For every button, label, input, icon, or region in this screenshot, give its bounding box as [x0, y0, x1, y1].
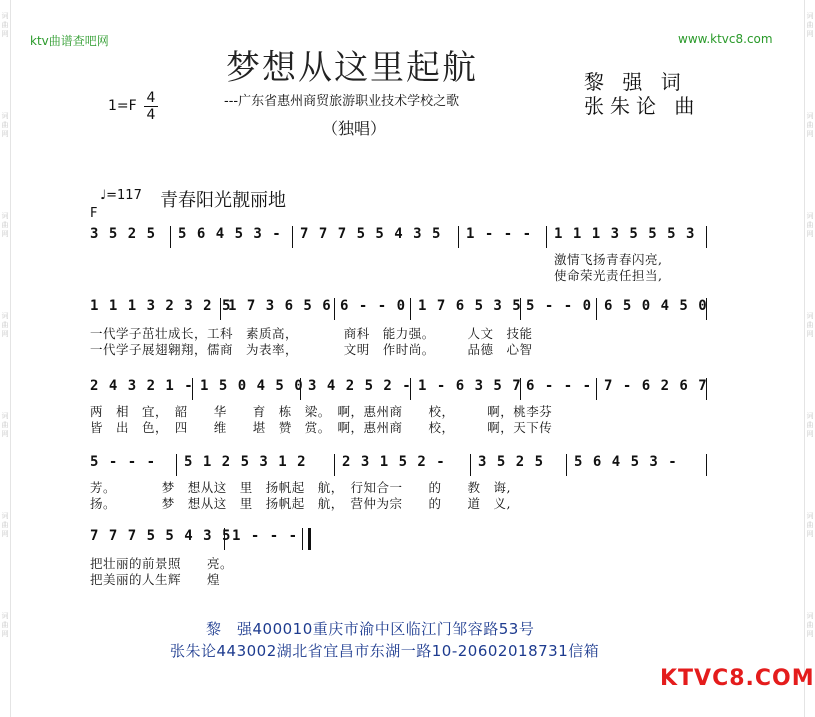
site-logo: KTVC8.COM	[660, 666, 815, 691]
side-watermark: 词曲网	[1, 12, 9, 38]
measure: 3 5 2 5	[90, 226, 157, 242]
lyric-verse-2: 使命荣光责任担当,	[554, 268, 663, 283]
staff-line-5	[0, 528, 815, 550]
bar-line	[224, 528, 225, 550]
side-watermark: 词曲网	[806, 12, 814, 38]
lyric-verse-2: 一代学子展翅翱翔，儒商 为表率， 文明 作时尚。 品德 心智	[90, 342, 533, 357]
contact-address-lyricist: 黎 强400010重庆市渝中区临江门邹容路53号	[206, 620, 535, 638]
composer-credit: 张朱论 曲	[584, 94, 701, 118]
bar-line	[334, 298, 335, 320]
side-watermark: 词曲网	[806, 212, 814, 238]
bar-line	[302, 528, 303, 550]
bar-line	[458, 226, 459, 248]
song-title: 梦想从这里起航	[226, 48, 478, 88]
final-bar-line	[308, 528, 311, 550]
song-subtitle: ---广东省惠州商贸旅游职业技术学校之歌	[224, 94, 460, 109]
lyric-verse-1: 把壮丽的前景照 亮。	[90, 556, 234, 571]
lyric-verse-2: 皆 出 色， 四 维 堪 赞 赏。 啊，惠州商 校， 啊，天下传	[90, 420, 553, 435]
measure: 1 - - -	[232, 528, 299, 544]
meter-top: 4	[146, 90, 156, 106]
side-watermark: 词曲网	[1, 612, 9, 638]
meter-bottom: 4	[144, 106, 158, 123]
bar-line	[220, 298, 221, 320]
lyric-verse-2: 把美丽的人生辉 煌	[90, 572, 221, 587]
expression-mark: 青春阳光靓丽地	[160, 190, 286, 211]
bar-line	[566, 454, 567, 476]
side-watermark: 词曲网	[806, 312, 814, 338]
bar-line	[334, 454, 335, 476]
performance-note: （独唱）	[322, 119, 387, 138]
lyric-verse-1: 激情飞扬青春闪亮,	[554, 252, 663, 267]
bar-line	[706, 226, 707, 248]
lyric-verse-1: 两 相 宜， 韶 华 育 栋 梁。 啊，惠州商 校， 啊，桃李芬	[90, 404, 553, 419]
tempo-note-letter: F	[90, 206, 98, 221]
bar-line	[520, 378, 521, 400]
measure: 1 - - -	[466, 226, 533, 242]
left-border-strip	[0, 0, 11, 717]
measure: 1 1 1 3 2 3 2 5	[90, 298, 232, 314]
side-watermark: 词曲网	[1, 312, 9, 338]
bar-line	[410, 298, 411, 320]
bar-line	[176, 454, 177, 476]
measure: 2 4 3 2 1 -	[90, 378, 194, 394]
side-watermark: 词曲网	[1, 112, 9, 138]
measure: 7 7 7 5 5 4 3 5	[300, 226, 442, 242]
measure: 7 7 7 5 5 4 3 5	[90, 528, 232, 544]
measure: 7 - 6 2 6 7	[604, 378, 708, 394]
side-watermark: 词曲网	[1, 412, 9, 438]
bar-line	[706, 298, 707, 320]
staff-line-1	[0, 226, 815, 248]
bar-line	[706, 378, 707, 400]
staff-line-2	[0, 298, 815, 320]
bar-line	[300, 378, 301, 400]
lyricist-credit: 黎 强 词	[584, 70, 687, 94]
bar-line	[192, 378, 193, 400]
bar-line	[520, 298, 521, 320]
measure: 6 - - -	[526, 378, 593, 394]
bar-line	[546, 226, 547, 248]
staff-line-3	[0, 378, 815, 400]
bar-line	[596, 378, 597, 400]
side-watermark: 词曲网	[806, 412, 814, 438]
bar-line	[706, 454, 707, 476]
measure: 5 6 4 5 3 -	[574, 454, 678, 470]
time-signature	[144, 90, 158, 123]
measure: 3 5 2 5	[478, 454, 545, 470]
measure: 5 - - 0	[526, 298, 593, 314]
bar-line	[470, 454, 471, 476]
measure: 5 1 2 5 3 1 2	[184, 454, 307, 470]
bar-line	[292, 226, 293, 248]
tempo-marking: ♩=117	[100, 188, 142, 203]
right-border-strip	[804, 0, 815, 717]
measure: 1 5 0 4 5 0	[200, 378, 304, 394]
side-watermark: 词曲网	[806, 512, 814, 538]
lyric-verse-2: 扬。 梦 想从这 里 扬帆起 航， 营仲为宗 的 道 义,	[90, 496, 511, 511]
side-watermark: 词曲网	[1, 512, 9, 538]
measure: 6 - - 0	[340, 298, 407, 314]
key-signature: 1=F	[108, 98, 137, 114]
site-url-right: www.ktvc8.com	[678, 32, 773, 46]
lyric-verse-1: 芳。 梦 想从这 里 扬帆起 航， 行知合一 的 教 诲,	[90, 480, 511, 495]
measure: 1 1 1 3 5 5 5 3	[554, 226, 696, 242]
measure: 6 5 0 4 5 0	[604, 298, 708, 314]
lyric-verse-1: 一代学子茁壮成长，工科 素质高， 商科 能力强。 人文 技能	[90, 326, 533, 341]
measure: 1 - 6 3 5 7	[418, 378, 522, 394]
measure: 3 4 2 5 2 -	[308, 378, 412, 394]
side-watermark: 词曲网	[806, 112, 814, 138]
bar-line	[410, 378, 411, 400]
measure: 1 7 6 5 3 5	[418, 298, 522, 314]
bar-line	[170, 226, 171, 248]
staff-line-4	[0, 454, 815, 476]
site-name-left: ktv曲谱查吧网	[30, 34, 109, 48]
measure: 2 3 1 5 2 -	[342, 454, 446, 470]
measure: 5 - - -	[90, 454, 157, 470]
measure: 1 7 3 6 5 6	[228, 298, 332, 314]
contact-address-composer: 张朱论443002湖北省宜昌市东湖一路10-20602018731信箱	[170, 642, 600, 660]
bar-line	[596, 298, 597, 320]
side-watermark: 词曲网	[1, 212, 9, 238]
measure: 5 6 4 5 3 -	[178, 226, 282, 242]
side-watermark: 词曲网	[806, 612, 814, 638]
